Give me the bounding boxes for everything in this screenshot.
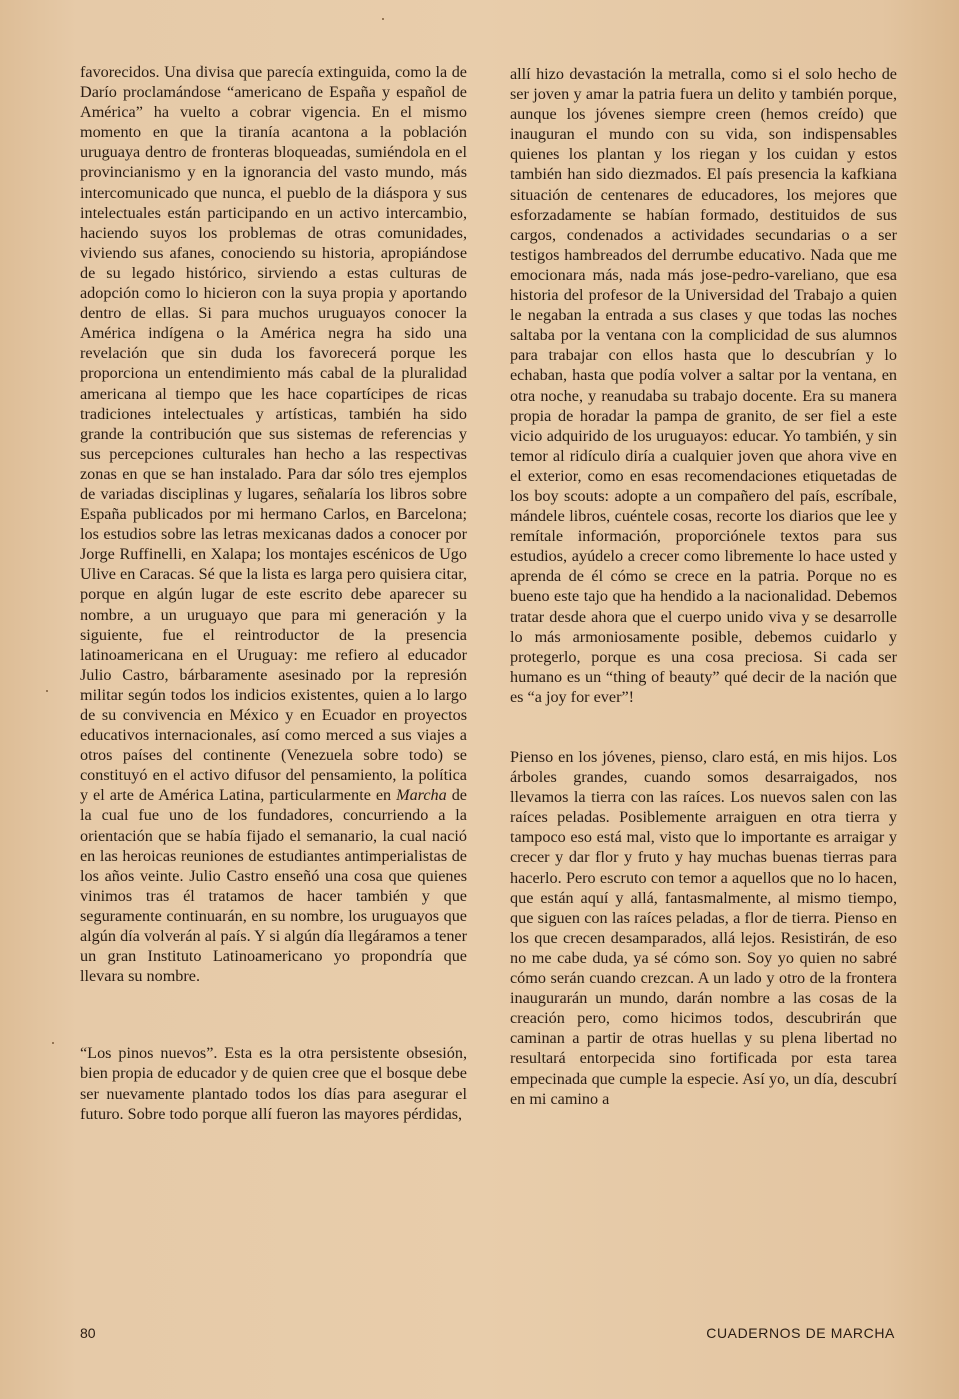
left-column [80,62,467,1124]
paper-speck [382,18,384,20]
body-paragraph: allí hizo devastación la metralla, como si el solo hecho de ser joven y amar la patria fuera un delito y también porque, aunque los jóvenes siempre creen (hemos creído) que inauguran el mundo con su vida, son indispensables quienes los plantan y los riegan y los cuidan y estos también han sido diezmados. El país presencia la kafkiana situación de centenares de educadores, los mejores que esforzadamente se habían formado, destituidos de sus cargos, condenados a actividades secundarias o a ser testigos hambreados del derrumbe educativo. Nada que me emocionara más, nada más jose-pedro-vareliano, que esa historia del profesor de la Universidad del Trabajo a quien le negaban la entrada a sus clases y que todas las noches saltaba por la ventana con la complicidad de sus alumnos para trabajar con ellos hasta que lo descubrían y lo echaban, hasta que podía volver a saltar por la ventana, en otra noche, y reanudaba su trabajo docente. Era su manera propia de horadar la pampa de granito, de ser fiel a este vicio adquirido de los uruguayos: educar. Yo también, y sin temor al ridículo diría a cualquier joven que ahora vive en el exterior, como en esas recomendaciones etiquetadas de los boy scouts: adopte a un compañero del país, escríbale, mándele libros, cuéntele cosas, recorte los diarios que lee y remítale información, proporciónele textos para sus estudios, ayúdelo a crecer como libremente lo hace usted y aprenda de él cómo se crece en la patria. Porque no es bueno este tajo que ha hendido a la nacionalidad. Debemos tratar desde ahora que el cuerpo unido viva y se desarrolle lo más armoniosamente posible, debemos cuidarlo y protegerlo, porque es una cosa preciosa. Si cada ser humano es un “thing of beauty” qué decir de la nación que es “a joy for ever”! [510,65,897,706]
running-head: CUADERNOS DE MARCHA [706,1325,895,1341]
paper-speck [52,1042,54,1044]
body-paragraph: favorecidos. Una divisa que parecía extinguida, como la de Darío proclamándose “americano de España y español de América” ha vuelto a cobrar vigencia. En el mismo momento en que la tiranía acantona a la población uruguaya dentro de fronteras bloqueadas, sumiéndola en el provincianismo y en la ignorancia del vasto mundo, más intercomunicado que nunca, el pueblo de la diáspora y sus intelectuales están participando en un activo intercambio, haciendo suyos los problemas de otras comunidades, viviendo sus afanes, conociendo su historia, apropiándose de su legado histórico, sirviendo a estas culturas de adopción como lo hicieron con la suya propia y aportando dentro de ellas. Si para muchos uruguayos conocer la América indígena o la América negra ha sido una revelación que sin duda los favorecerá porque les proporciona un entendimiento más cabal de la pluralidad americana al tiempo que les hace copartícipes de ricas tradiciones intelectuales y artísticas, también ha sido grande la contribución que sus sistemas de referencias y sus percepciones culturales han hecho a las respectivas zonas en que se han instalado. Para dar sólo tres ejemplos de variadas disciplinas y lugares, señalaría los libros sobre España publicados por mi hermano Carlos, en Barcelona; los estudios sobre las letras mexicanas dados a conocer por Jorge Ruffinelli, en Xalapa; los montajes escénicos de Ugo Ulive en Caracas. Sé que la lista es larga pero quisiera citar, porque en algún lugar de este escrito debe aparecer su nombre, a un uruguayo que para mi generación y la siguiente, fue el reintroductor de la presencia latinoamericana en el Uruguay: me refiero al educador Julio Castro, bárbaramente asesinado por la represión militar según todos los indicios existentes, quien a lo largo de su convivencia en México y en Ecuador en proyectos educativos internacionales, así como merced a sus viajes a otros países del continente (Venezuela sobre todo) se constituyó en el activo difusor del pensamiento, la política y el arte de América Latina, particularmente en Marcha de la cual fue uno de los fundadores, concurriendo a la orientación que se había fijado el semanario, la cual nació en las heroicas reuniones de estudiantes antimperialistas de los años veinte. Julio Castro enseñó una cosa que quienes vinimos tras él tratamos de hacer también y que seguramente continuarán, en su nombre, los uruguayos que algún día volverán al país. Y si algún día llegáramos a tener un gran Instituto Latinoamericano yo propondría que llevara su nombre. [80,63,467,986]
right-column [510,64,897,1109]
body-paragraph: “Los pinos nuevos”. Esta es la otra persistente obsesión, bien propia de educador y de quien cree que el bosque debe ser nuevamente plantado todos los días para asegurar el futuro. Sobre todo porque allí fueron las mayores pérdidas, [80,1044,467,1123]
paper-speck [46,690,48,692]
publication-title: Marcha [396,786,447,805]
page-number: 80 [80,1325,96,1341]
body-paragraph: Pienso en los jóvenes, pienso, claro está, en mis hijos. Los árboles grandes, cuando somos desarraigados, nos llevamos la tierra con las raíces. Los nuevos salen con las raíces peladas. Posiblemente arraiguen en otra tierra y tampoco eso está mal, visto que lo importante es arraigar y crecer y dar flor y fruto y hay muchas buenas tierras para hacerlo. Pero escruto con temor a aquellos que no lo hacen, que están aquí y allá, fantasmalmente, al mismo tiempo, que siguen con las raíces peladas, a flor de tierra. Pienso en los que crecen desamparados, allá lejos. Resistirán, de eso no me cabe duda, ya sé cómo son. Soy yo quien no sabré cómo serán cuando crezcan. A un lado y otro de la frontera inaugurarán un mundo, darán nombre a las cosas de la creación pero, como hicimos todos, descubrirán que caminan a partir de otras huellas y su plena libertad no resultará entorpecida sino fortificada por esta tarea empecinada que cumple la especie. Así yo, un día, descubrí en mi camino a [510,748,897,1108]
